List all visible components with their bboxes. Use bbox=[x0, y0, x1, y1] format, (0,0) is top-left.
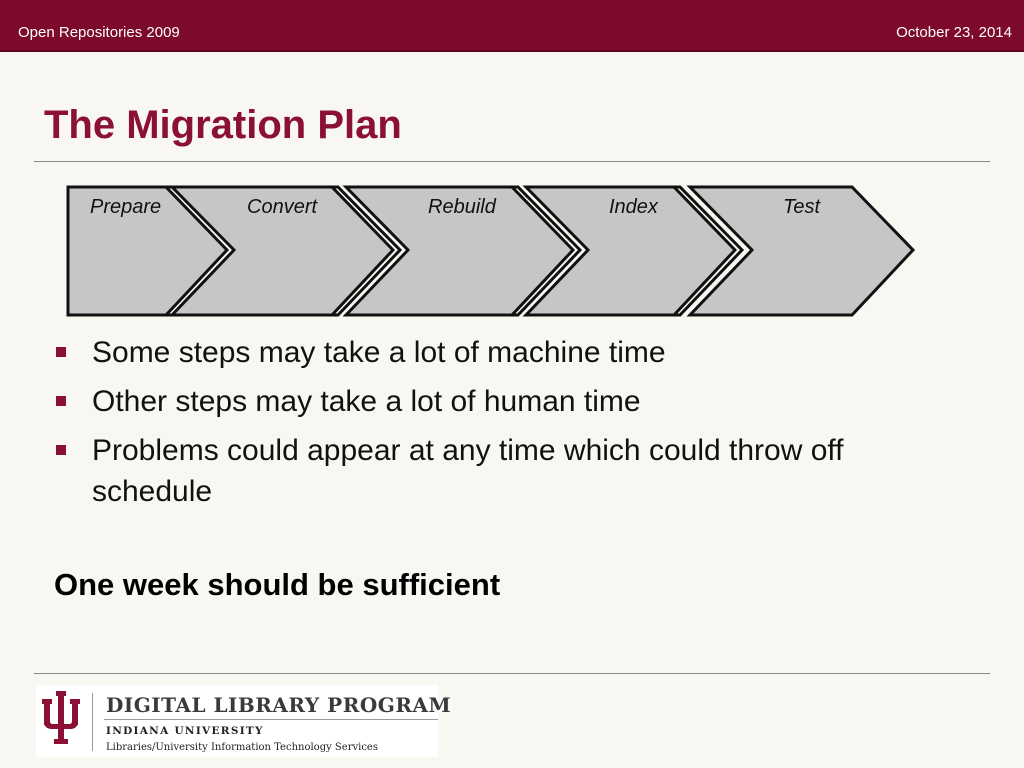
square-bullet-icon bbox=[56, 347, 66, 357]
list-item bbox=[50, 332, 970, 373]
header-bar bbox=[0, 0, 1024, 52]
title-divider bbox=[34, 161, 990, 162]
bullet-list bbox=[50, 332, 970, 520]
step-label-test: Test bbox=[783, 196, 821, 218]
logo-rule bbox=[104, 719, 438, 720]
process-chevron-diagram bbox=[60, 180, 920, 325]
dlp-logo bbox=[36, 685, 452, 757]
bullet-text: Some steps may take a lot of machine time bbox=[92, 336, 666, 369]
university-name: INDIANA UNIVERSITY bbox=[106, 725, 264, 737]
footer-divider bbox=[34, 673, 990, 674]
square-bullet-icon bbox=[56, 396, 66, 406]
conclusion-text: One week should be sufficient bbox=[54, 567, 501, 602]
conference-name: Open Repositories 2009 bbox=[18, 24, 180, 41]
bullet-text: Other steps may take a lot of human time bbox=[92, 385, 641, 418]
step-label-rebuild: Rebuild bbox=[428, 196, 496, 218]
square-bullet-icon bbox=[56, 445, 66, 455]
step-label-index: Index bbox=[609, 196, 658, 218]
bullet-text: Problems could appear at any time which could throw off schedule bbox=[92, 434, 844, 508]
step-label-prepare: Prepare bbox=[90, 196, 162, 218]
program-name: DIGITAL LIBRARY PROGRAM bbox=[106, 693, 452, 717]
list-item bbox=[50, 381, 970, 422]
logo-divider bbox=[92, 693, 93, 751]
step-label-convert: Convert bbox=[247, 196, 318, 218]
list-item bbox=[50, 430, 970, 512]
unit-name: Libraries/University Information Technology Services bbox=[106, 742, 378, 753]
iu-trident-icon bbox=[40, 689, 82, 747]
slide-title: The Migration Plan bbox=[44, 103, 402, 147]
slide-date: October 23, 2014 bbox=[896, 24, 1012, 41]
